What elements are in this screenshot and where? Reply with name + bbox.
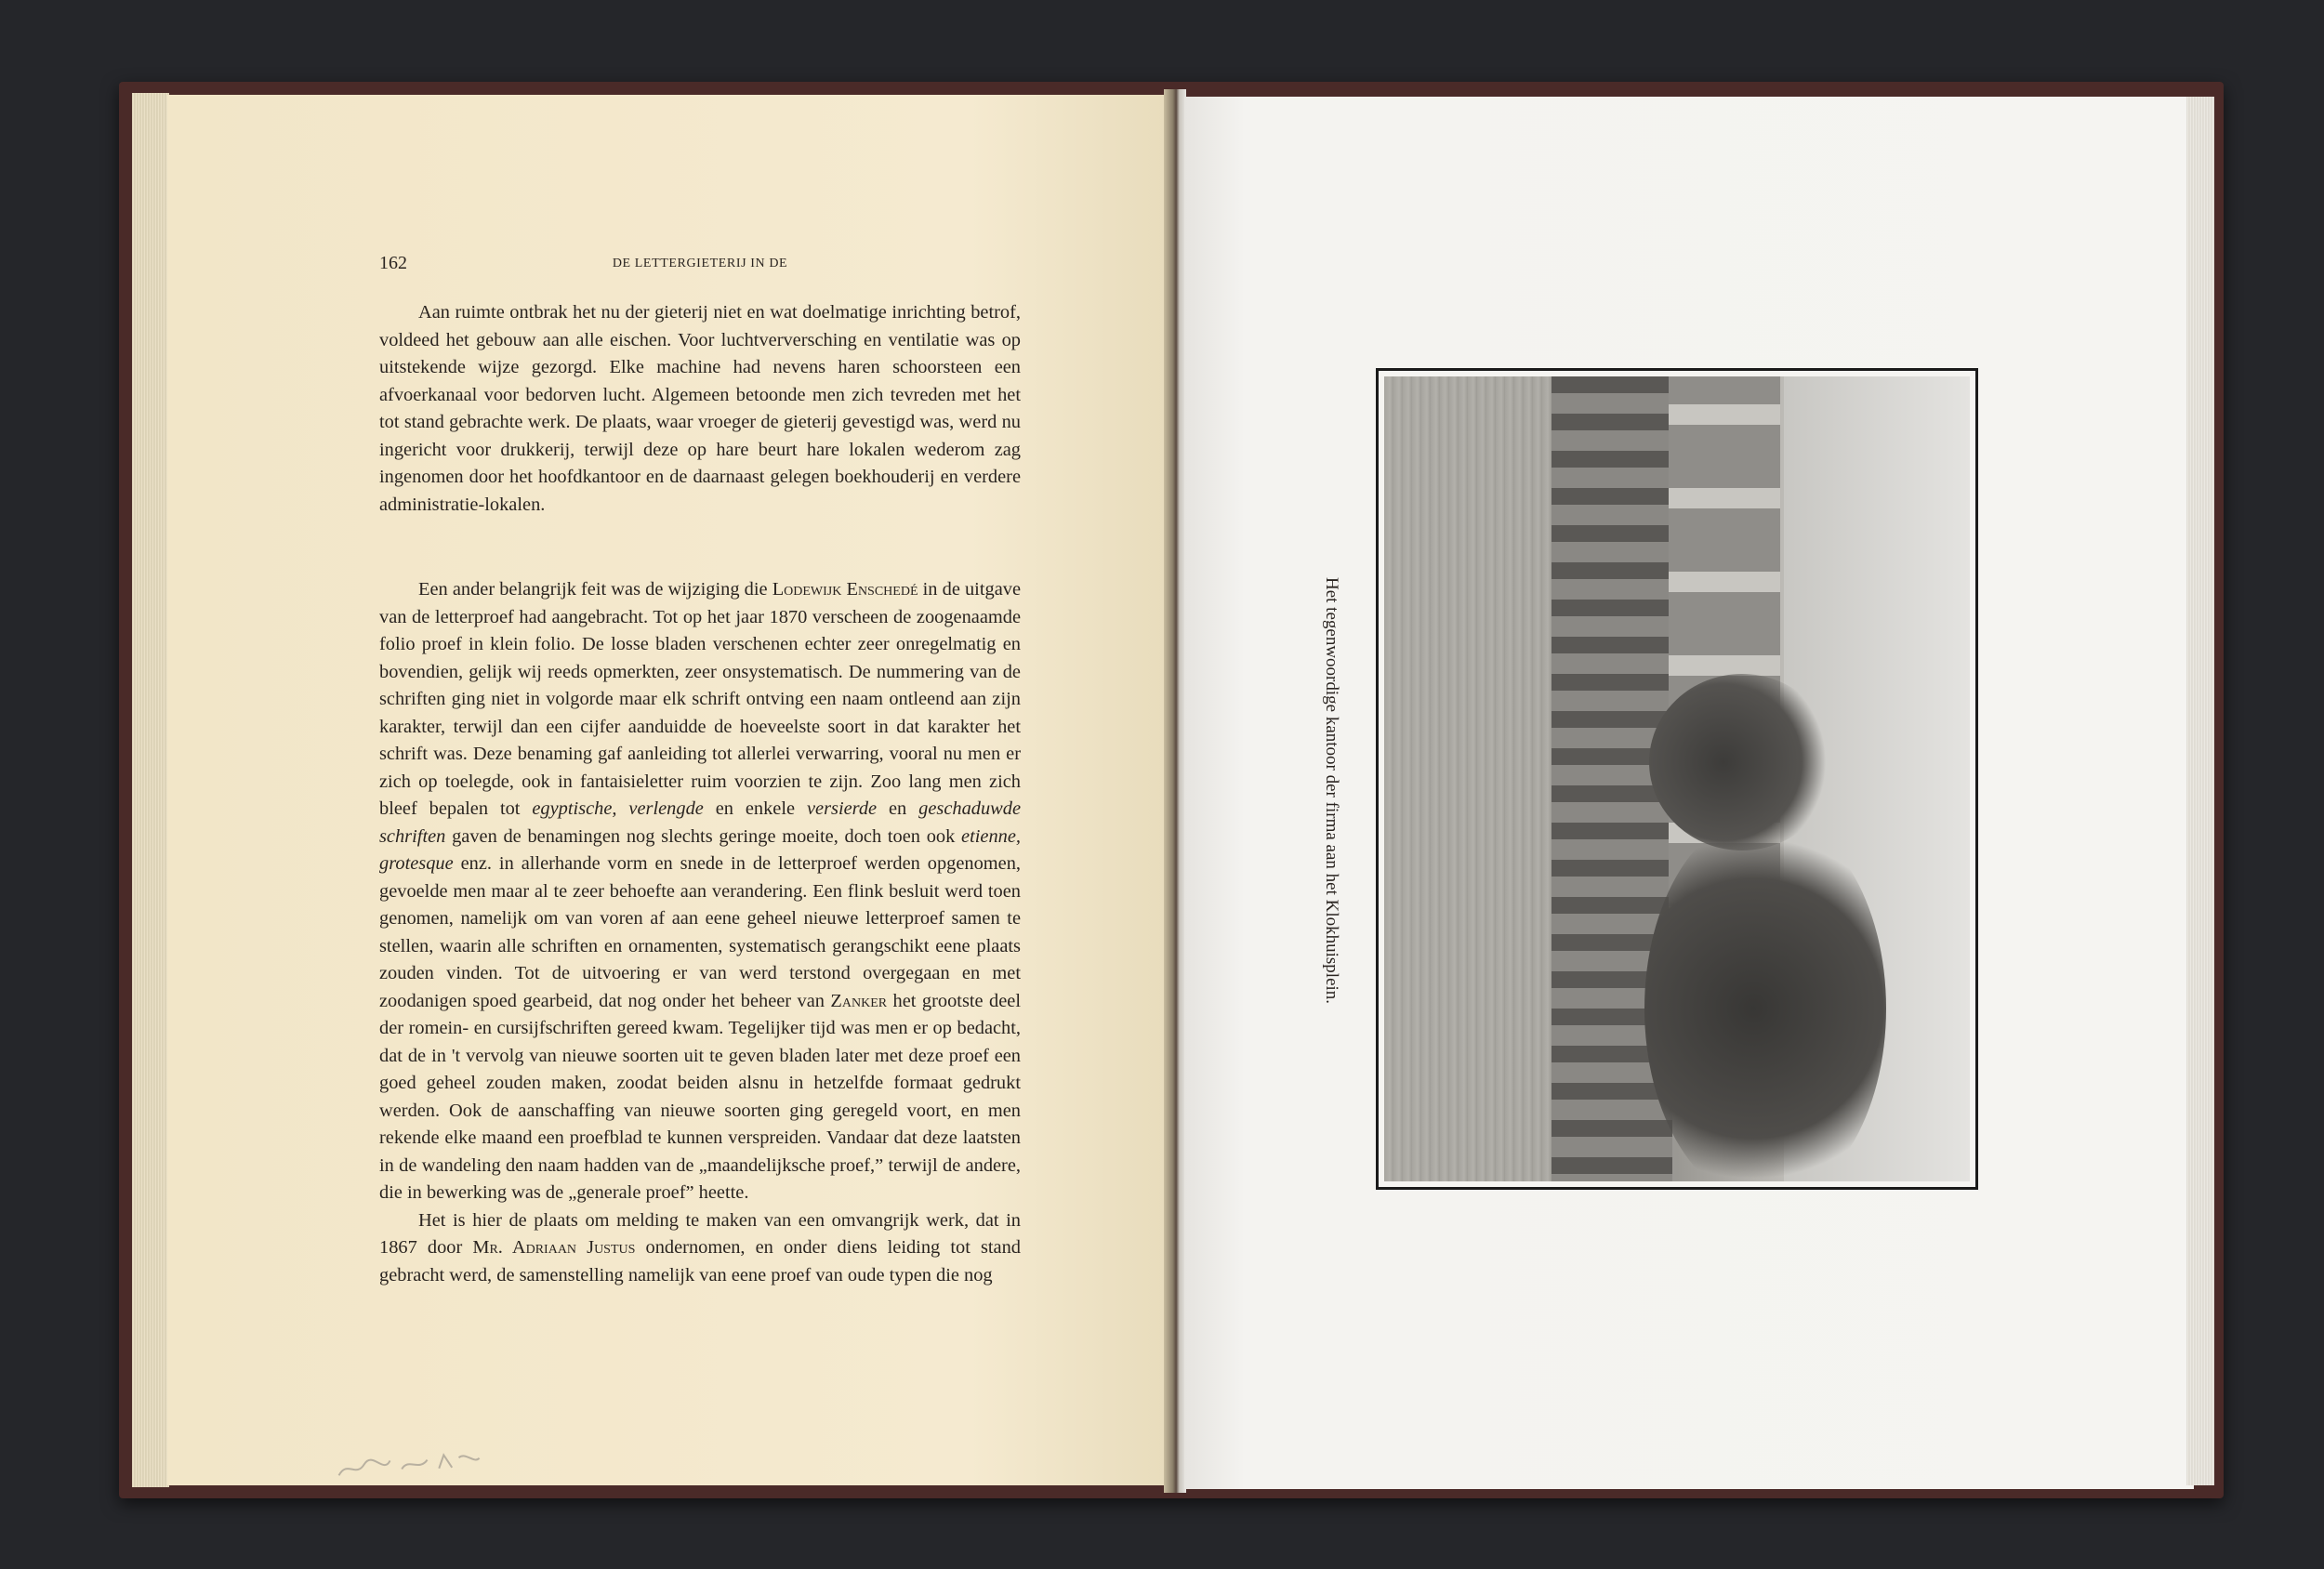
running-head [379,253,1021,281]
photo-caption [1313,577,1350,1005]
right-page-edges [2186,97,2214,1485]
italic-term: geschaduwde schriften [379,798,1021,847]
page-number: 162 [379,253,407,273]
left-page-edges [132,93,169,1487]
paragraph-2: Een ander belangrijk feit was de wijziging die Lodewijk Enschedé in de uitgave van de letterproef had aangebracht. Tot op het jaar 1870 verscheen de zoogenaamde folio proef in klein folio. De losse bladen verschenen echter zeer onregelmatig en bovendien, gelijk wij reeds opmerkten, zeer onsystematisch. De nummering van de schriften ging niet in volgorde maar elk schrift ontving een naam ontleend aan zijn karakter, terwijl dan een cijfer aanduidde de hoeveelste soort in dat karakter het schrift was. Deze benaming gaf aanleiding tot allerlei verwarring, vooral nu men er zich op toelegde, ook in fantaisieletter ruim voorzien te zijn. Zoo lang men zich bleef bepalen tot egyptische, verlengde en enkele versierde en geschaduwde schriften gaven de benamingen nog slechts geringe moeite, doch toen ook etienne, grotesque enz. in allerhande vorm en snede in de letterproef werden opgenomen, gevoelde men maar al te zeer behoefte aan verandering. Een flink besluit werd toen genomen, namelijk om van voren af aan eene geheel nieuwe letterproef samen te stellen, waarin alle schriften en ornamenten, systematisch gerangschikt eene plaats zouden vinden. Tot de uitvoering er van werd terstond overgegaan en met zoodanigen spoed gearbeid, dat nog onder het beheer van Zanker het grootste deel der romein- en cursijfschriften gereed kwam. Tegelijker tijd was men er op bedacht, dat de in 't vervolg van nieuwe soorten uit te geven bladen later met deze proef een goed geheel zouden maken, zoodat beiden alsnu in hetzelfde formaat gedrukt werden. Ook de aanschaffing van nieuwe soorten ging geregeld voort, en men rekende elke maand een proefblad te kunnen verspreiden. Vandaar dat deze laatsten in de wandeling den naam hadden van de „maandelijksche proef,” terwijl de andere, die in bewerking was de „generale proef” heette. [379,579,1022,1203]
person-name: Lodewijk Enschedé [772,579,918,600]
paragraph-1: Aan ruimte ontbrak het nu der gieterij niet en wat doelmatige inrichting betrof, voldeed het gebouw aan alle eischen. Voor luchtverversching en ventilatie was op uitstekende wijze gezorgd. Elke machine had nevens haren schoorsteen een afvoerkanaal voor bedorven lucht. Algemeen betoonde men zich tevreden met het tot stand gebrachte werk. De plaats, waar vroeger de gieterij gevestigd was, werd nu ingericht voor drukkerij, terwijl deze op hare beurt hare lokalen wederom zag ingenomen door het hoofdkantoor en de daarnaast gelegen boekhouderij en verdere administratie-lokalen. [379,302,1021,515]
running-title: DE LETTERGIETERIJ IN DE [612,257,788,270]
italic-term: egyptische, verlengde [532,798,704,819]
paragraph-3: Het is hier de plaats om melding te maken van een omvangrijk werk, dat in 1867 door Mr. Adriaan Justus ondernomen, en onder diens leiding tot stand gebracht werd, de samenstelling namelijk van eene proef van oude typen die nog [379,1209,1021,1286]
building-photograph [1384,376,1970,1181]
italic-term: versierde [806,798,878,819]
italic-term: etienne, grotesque [379,825,1021,874]
body-text [379,299,1021,1289]
book-gutter [1164,89,1186,1493]
person-name: Mr. Adriaan Justus [472,1237,636,1258]
caption-text: Het tegenwoordige kantoor der firma aan het Klokhuisplein. [1322,577,1341,1005]
person-name: Zanker [830,990,888,1011]
photograph-plate [1376,368,1978,1190]
